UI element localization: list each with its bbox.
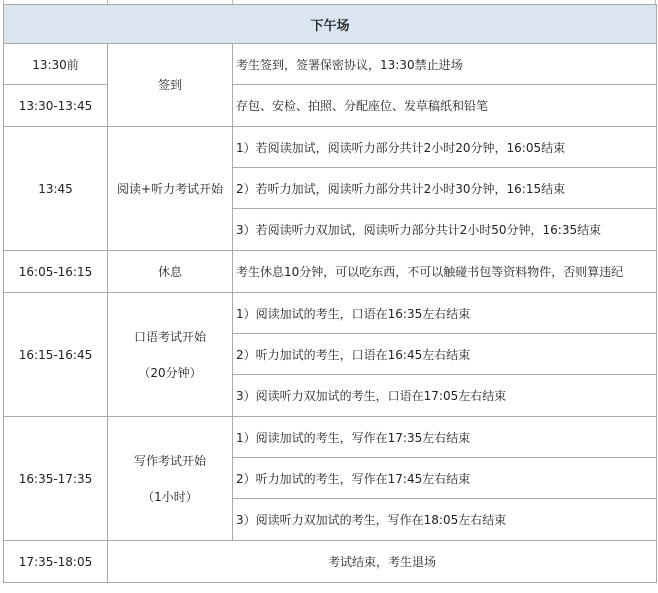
table-row [4,293,657,334]
activity-title: 口语考试开始 [133,329,206,344]
time-cell: 13:45 [4,127,108,251]
activity-cell: 休息 [108,251,233,293]
table-row [4,127,657,168]
table-row [4,44,657,85]
schedule-table [3,4,657,583]
description-cell: 考生休息10分钟，可以吃东西，不可以触碰书包等资料物件，否则算违纪 [233,251,657,293]
description-cell: 3）若阅读听力双加试，阅读听力部分共计2小时50分钟，16:35结束 [233,209,657,251]
activity-cell [108,417,233,541]
session-title: 下午场 [4,5,657,44]
table-row [4,251,657,293]
time-cell: 13:30-13:45 [4,85,108,127]
description-cell: 2）若听力加试，阅读听力部分共计2小时30分钟，16:15结束 [233,168,657,209]
time-cell: 17:35-18:05 [4,541,108,583]
description-cell: 考生签到，签署保密协议，13:30禁止进场 [233,44,657,85]
description-cell: 1）阅读加试的考生，写作在17:35左右结束 [233,417,657,458]
activity-duration: （1小时） [142,489,198,504]
activity-cell [108,293,233,417]
description-cell: 1）若阅读加试，阅读听力部分共计2小时20分钟，16:05结束 [233,127,657,168]
header-row [4,5,657,44]
description-cell: 2）听力加试的考生，口语在16:45左右结束 [233,334,657,375]
description-cell: 2）听力加试的考生，写作在17:45左右结束 [233,458,657,499]
description-cell: 3）阅读听力双加试的考生，口语在17:05左右结束 [233,375,657,417]
description-cell: 1）阅读加试的考生，口语在16:35左右结束 [233,293,657,334]
description-cell: 存包、安检、拍照、分配座位、发草稿纸和铅笔 [233,85,657,127]
activity-cell: 签到 [108,44,233,127]
activity-title: 写作考试开始 [133,453,206,468]
activity-cell: 阅读+听力考试开始 [108,127,233,251]
table-row [4,541,657,583]
table-row [4,85,657,127]
table-row [4,417,657,458]
time-cell: 16:35-17:35 [4,417,108,541]
description-cell: 3）阅读听力双加试的考生，写作在18:05左右结束 [233,499,657,541]
time-cell: 16:05-16:15 [4,251,108,293]
description-cell: 考试结束，考生退场 [108,541,657,583]
activity-duration: （20分钟） [138,365,202,380]
time-cell: 13:30前 [4,44,108,85]
time-cell: 16:15-16:45 [4,293,108,417]
